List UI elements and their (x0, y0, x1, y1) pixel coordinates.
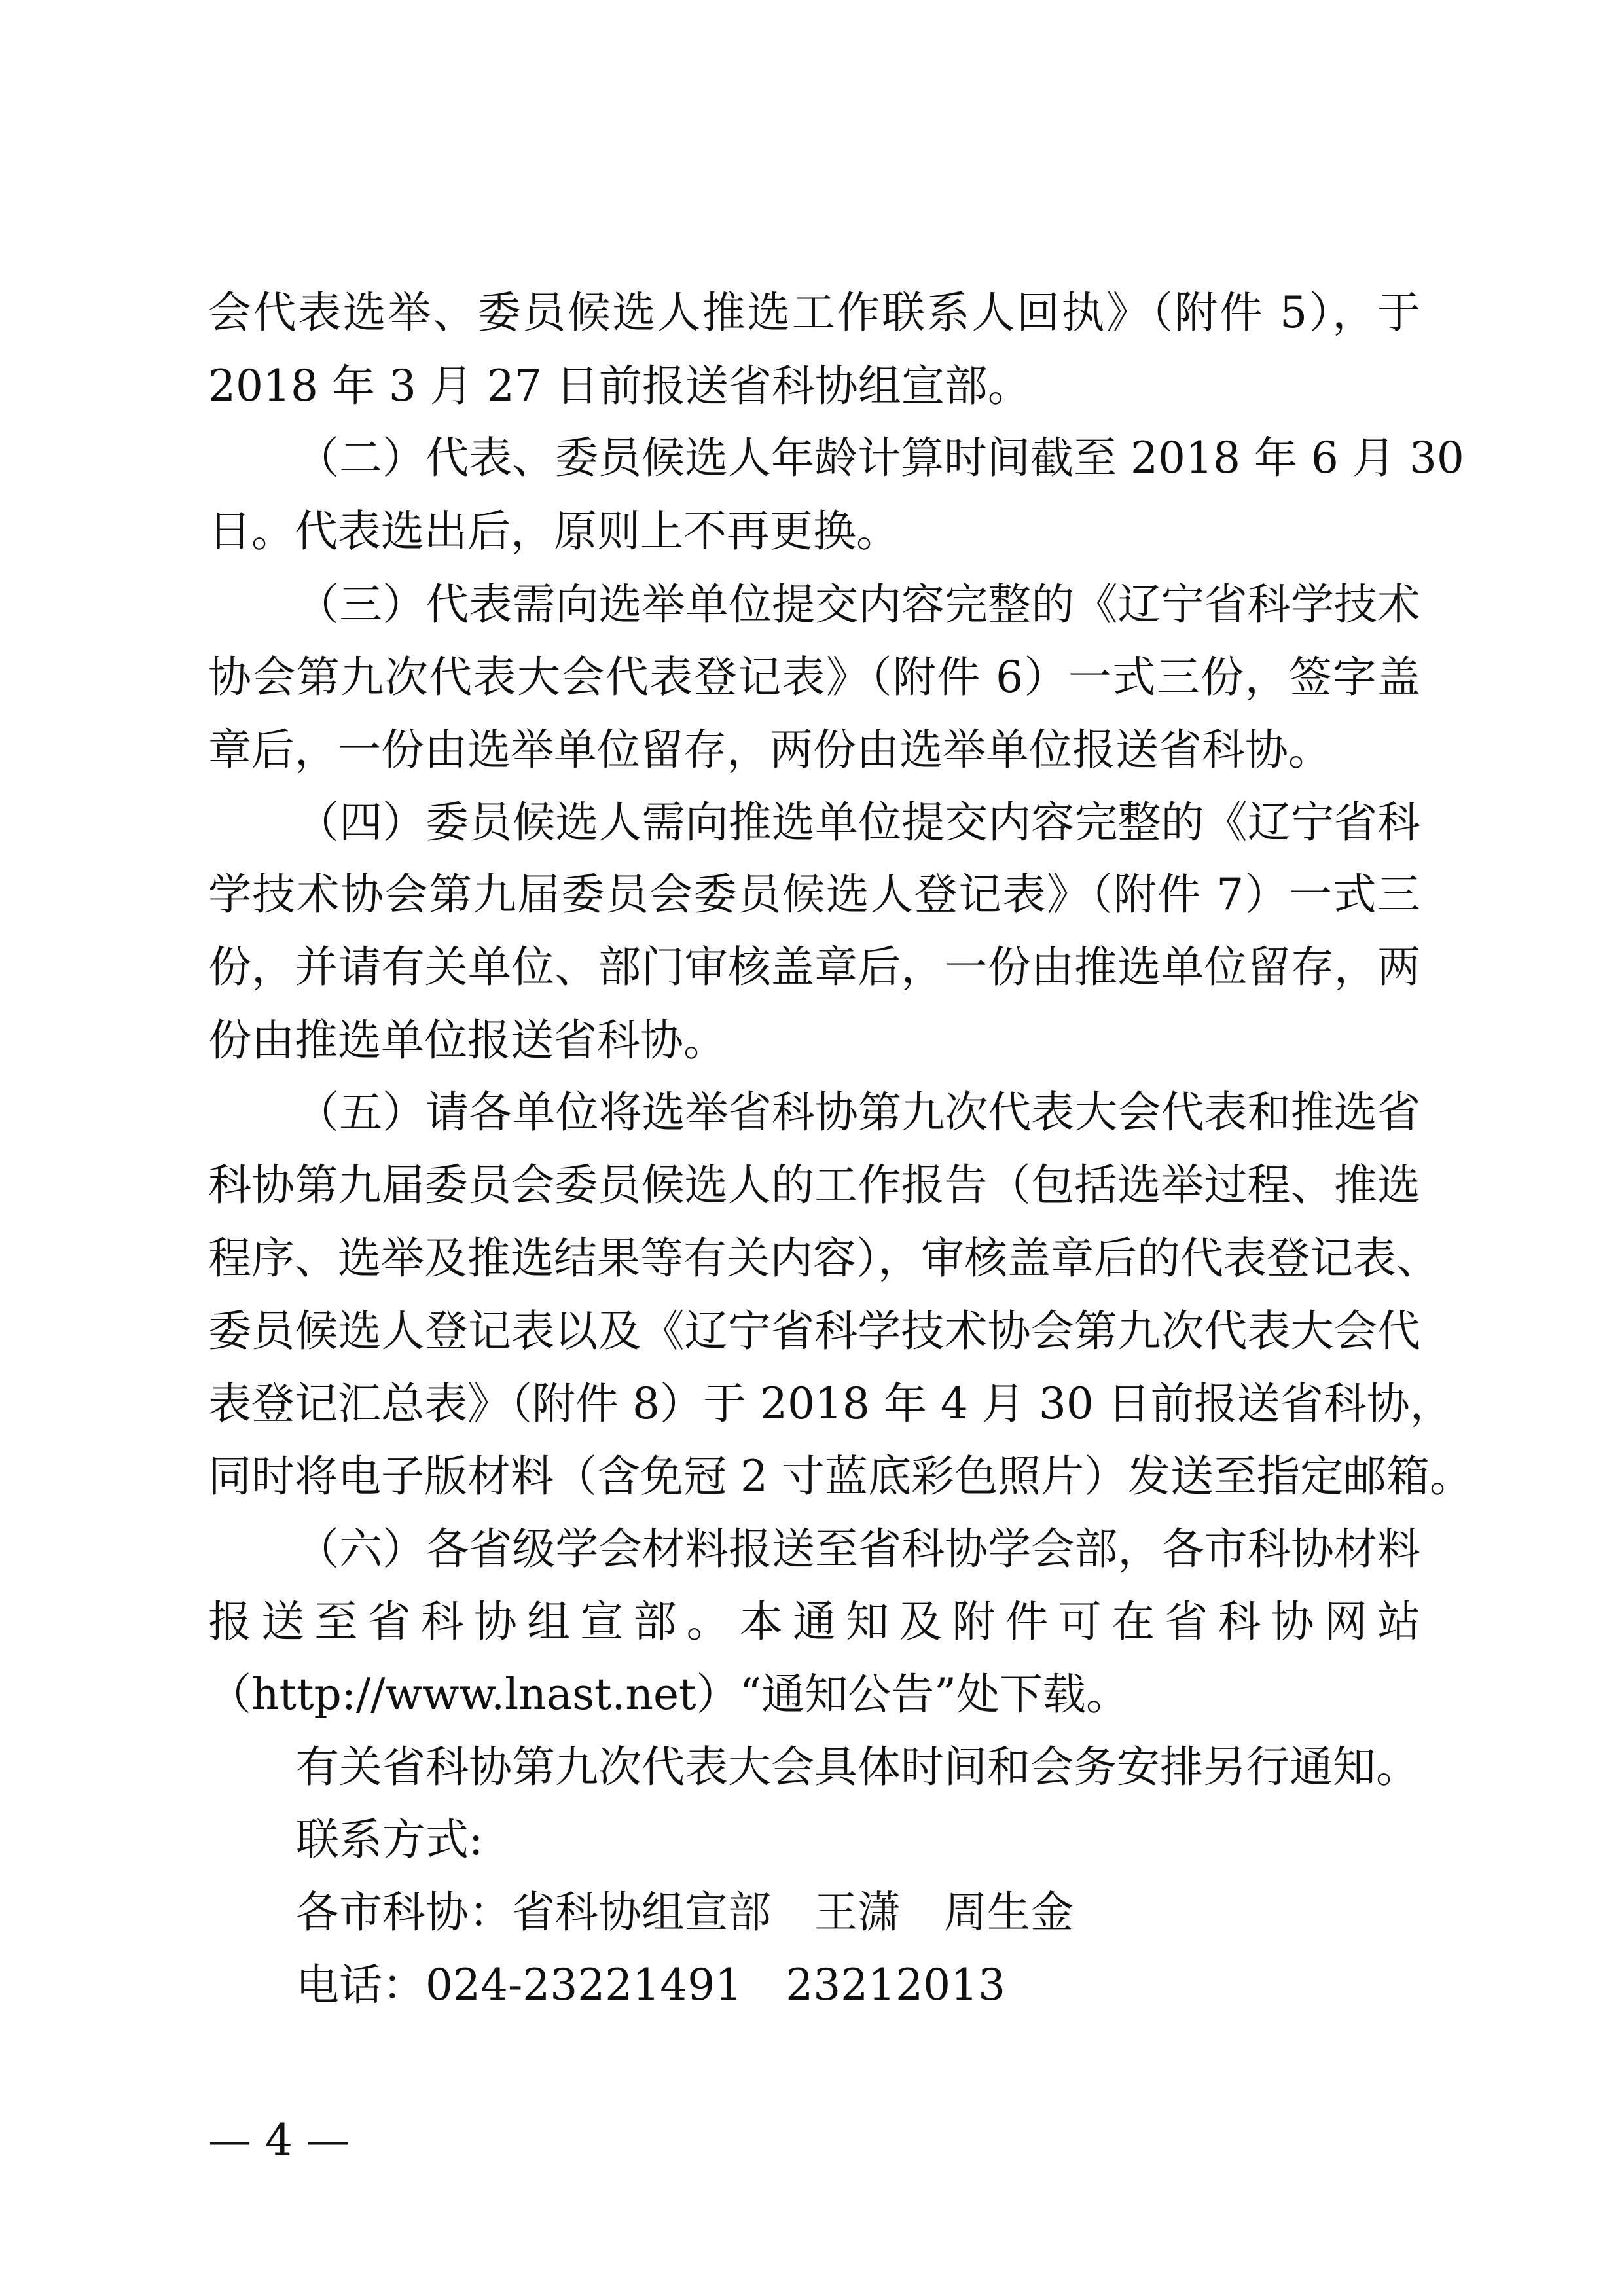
text-line-23: 各市科协：省科协组宣部 王潇 周生金 (296, 1887, 1074, 1938)
text-line-9: 学技术协会第九届委员会委员候选人登记表》（附件 7）一式三 (208, 869, 1420, 920)
text-line-16: 表登记汇总表》（附件 8）于 2018 年 4 月 30 日前报送省科协， (208, 1379, 1453, 1429)
text-line-20: （http://www.lnast.net）“通知公告”处下载。 (208, 1669, 1130, 1720)
text-line-15: 委员候选人登记表以及《辽宁省科学技术协会第九次代表大会代 (208, 1306, 1420, 1356)
text-line-4: 日。代表选出后，原则上不再更换。 (208, 506, 899, 556)
text-line-11: 份由推选单位报送省科协。 (208, 1015, 727, 1066)
text-line-2: 2018 年 3 月 27 日前报送省科协组宣部。 (208, 361, 1031, 411)
text-line-19: 报送至省科协组宣部。本通知及附件可在省科协网站 (208, 1596, 1420, 1647)
text-line-13: 科协第九届委员会委员候选人的工作报告（包括选举过程、推选 (208, 1160, 1420, 1210)
text-line-22: 联系方式: (296, 1814, 484, 1865)
text-line-21: 有关省科协第九次代表大会具体时间和会务安排另行通知。 (296, 1742, 1419, 1792)
text-line-3: （二）代表、委员候选人年龄计算时间截至 2018 年 6 月 30 (296, 433, 1464, 483)
text-line-5: （三）代表需向选举单位提交内容完整的《辽宁省科学技术 (296, 579, 1420, 630)
text-line-10: 份，并请有关单位、部门审核盖章后，一份由推选单位留存，两 (208, 942, 1420, 992)
text-line-1: 会代表选举、委员候选人推选工作联系人回执》（附件 5），于 (208, 287, 1420, 338)
text-line-17: 同时将电子版材料（含免冠 2 寸蓝底彩色照片）发送至指定邮箱。 (208, 1451, 1473, 1502)
text-line-24: 电话：024-23221491 23212013 (296, 1960, 1006, 2010)
text-line-6: 协会第九次代表大会代表登记表》（附件 6）一式三份，签字盖 (208, 652, 1420, 702)
text-line-14: 程序、选举及推选结果等有关内容），审核盖章后的代表登记表、 (208, 1233, 1439, 1284)
text-line-8: （四）委员候选人需向推选单位提交内容完整的《辽宁省科 (296, 797, 1420, 848)
page-number: — 4 — (208, 2115, 350, 2165)
text-line-18: （六）各省级学会材料报送至省科协学会部，各市科协材料 (296, 1524, 1420, 1574)
text-line-7: 章后，一份由选举单位留存，两份由选举单位报送省科协。 (208, 725, 1331, 775)
text-line-12: （五）请各单位将选举省科协第九次代表大会代表和推选省 (296, 1087, 1420, 1138)
